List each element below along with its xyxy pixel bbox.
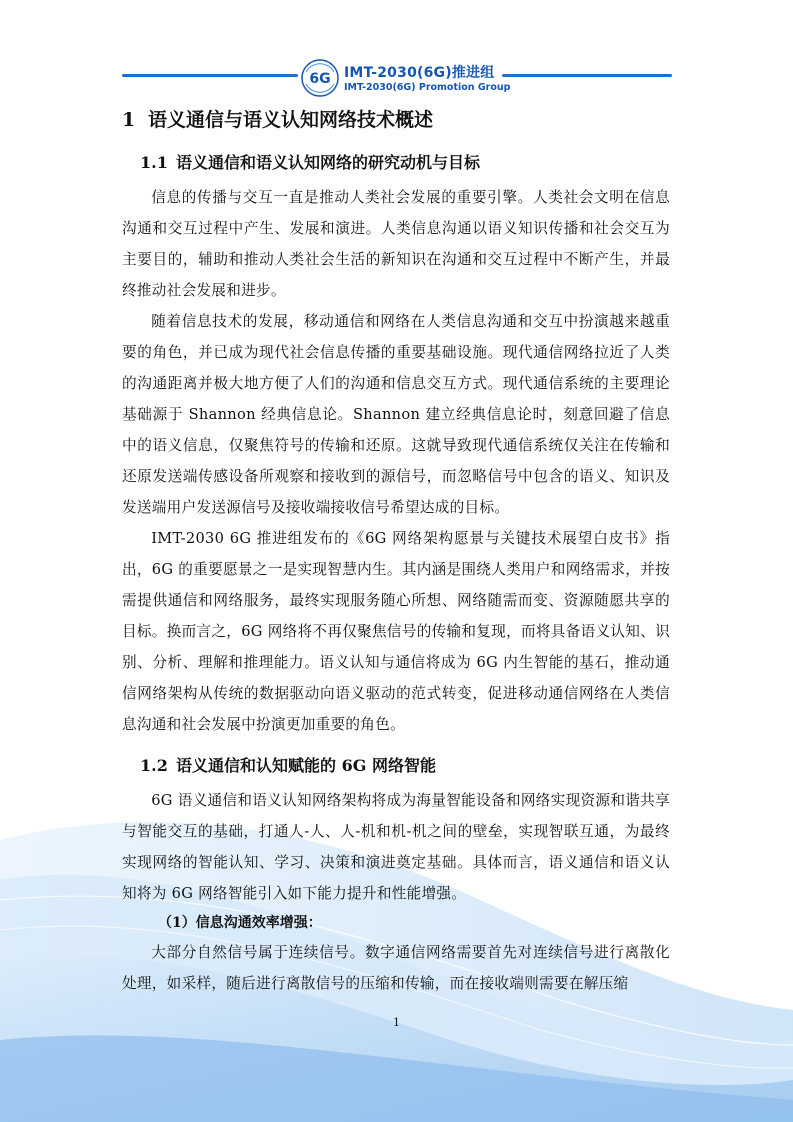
logo-text: 6G — [309, 71, 331, 87]
section-1-2-heading — [140, 753, 436, 776]
page-number: 1 — [393, 1016, 400, 1029]
header-subtitle: IMT-2030(6G) Promotion Group — [344, 82, 511, 93]
section-number: 1.1 — [140, 153, 168, 172]
section-1-1-heading — [140, 150, 480, 173]
section-1-heading — [122, 105, 433, 132]
header-title: IMT-2030(6G)推进组 — [344, 65, 495, 81]
section-number: 1.2 — [140, 756, 168, 775]
subsection-heading: （1）信息沟通效率增强： — [158, 915, 322, 931]
paragraph: 6G 语义通信和语义认知网络架构将成为海量智能设备和网络实现资源和谐共享与智能交互的基础，打通人-人、人-机和机-机之间的壁垒，实现智联互通，为最终实现网络的智能认知、学习、决策和演进奠定基础。具体而言，语义通信和语义认知将为 6G 网络智能引入如下能力提升和性能增强。 — [122, 792, 670, 902]
section-title: 语义通信与语义认知网络技术概述 — [148, 109, 434, 131]
section-number: 1 — [122, 109, 136, 131]
6g-logo-icon — [300, 58, 340, 98]
paragraph: 大部分自然信号属于连续信号。数字通信网络需要首先对连续信号进行离散化处理，如采样，随后进行离散信号的压缩和传输，而在接收端则需要在解压缩 — [122, 944, 670, 992]
paragraph: IMT-2030 6G 推进组发布的《6G 网络架构愿景与关键技术展望白皮书》指出，6G 的重要愿景之一是实现智慧内生。其内涵是围绕人类用户和网络需求，并按需提供通信和网络服务，最终实现服务随心所想、网络随需而变、资源随愿共享的目标。换而言之，6G 网络将不再仅聚焦信号的传输和复现，而将具备语义认知、识别、分析、理解和推理能力。语义认知与通信将成为 6G 内生智能的基石，推动通信网络架构从传统的数据驱动向语义驱动的范式转变，促进移动通信网络在人类信息沟通和社会发展中扮演更加重要的角色。 — [122, 530, 670, 733]
paragraph: 随着信息技术的发展，移动通信和网络在人类信息沟通和交互中扮演越来越重要的角色，并已成为现代社会信息传播的重要基础设施。现代通信网络拉近了人类的沟通距离并极大地方便了人们的沟通和信息交互方式。现代通信系统的主要理论基础源于 Shannon 经典信息论。Shannon 建立经典信息论时，刻意回避了信息中的语义信息，仅聚焦符号的传输和还原。这就导致现代通信系统仅关注在传输和还原发送端传感设备所观察和接收到的源信号，而忽略信号中包含的语义、知识及发送端用户发送源信号及接收端接收信号希望达成的目标。 — [122, 313, 670, 516]
section-title: 语义通信和认知赋能的 6G 网络智能 — [176, 756, 436, 775]
section-title: 语义通信和语义认知网络的研究动机与目标 — [176, 153, 481, 172]
paragraph: 信息的传播与交互一直是推动人类社会发展的重要引擎。人类社会文明在信息沟通和交互过程中产生、发展和演进。人类信息沟通以语义知识传播和社会交互为主要目的，辅助和推动人类社会生活的新知识在沟通和交互过程中不断产生，并最终推动社会发展和进步。 — [122, 189, 670, 299]
header-rule-right — [502, 74, 672, 77]
header-rule-left — [122, 74, 298, 77]
